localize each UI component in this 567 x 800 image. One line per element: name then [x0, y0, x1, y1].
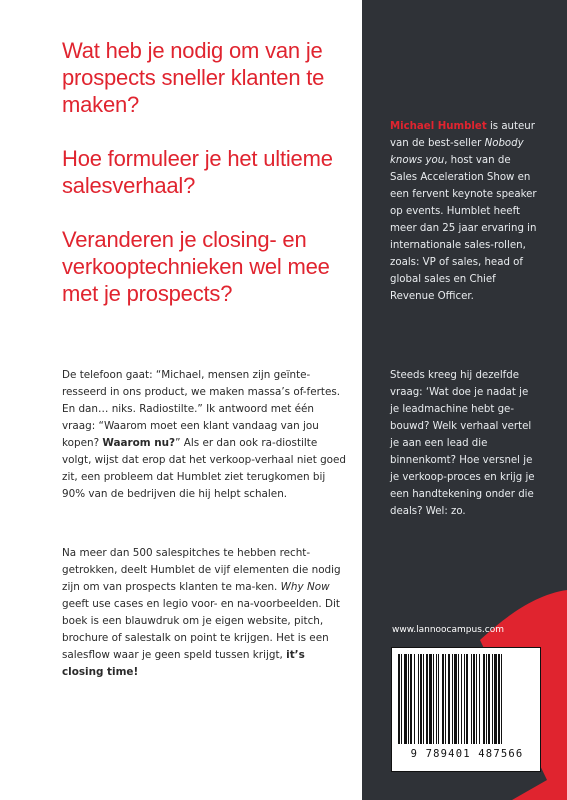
barcode-bar [458, 654, 459, 744]
question-1: Wat heb je nodig om van je prospects sneller klanten te maken? [62, 38, 325, 117]
right-column [362, 0, 567, 800]
barcode-bar [426, 654, 428, 744]
paragraph-2-text-a: Na meer dan 500 salespitches te hebben recht-getrokken, deelt Humblet de vijf elementen die nodig zijn om van prospects klanten te ma-ken. [62, 547, 341, 593]
barcode-bar [410, 654, 412, 744]
barcode-bar [418, 654, 419, 744]
barcode-bar [420, 654, 422, 744]
paragraph-1-bold: Waarom nu? [102, 437, 176, 449]
barcode-bar [488, 654, 490, 744]
barcode-bar [466, 654, 468, 744]
barcode-bar [401, 654, 402, 744]
author-quote: Steeds kreeg hij dezelfde vraag: ‘Wat doe je nadat je je leadmachine hebt ge-bouwd? Welk verhaal vertel je aan een lead die binnenkomt? Hoe versnel je je verkoop-proces en krijg je een handtekening onder die deals? Wel: zo. [390, 370, 535, 517]
barcode-bar [436, 654, 437, 744]
publisher-website: www.lannoocampus.com [392, 625, 504, 635]
author-bio [390, 118, 540, 305]
barcode [391, 647, 541, 772]
barcode-bar [483, 654, 485, 744]
author-bio-text-b: , host van de Sales Acceleration Show en een fervent keynote speaker op events. Humblet heeft meer dan 25 jaar ervaring in internationale sales-rollen, zoals: VP of sales, head of global sales en Chief Revenue Officer. [390, 155, 537, 302]
barcode-bar [501, 654, 502, 744]
barcode-bar [476, 654, 477, 744]
barcode-bar [429, 654, 432, 744]
barcode-bar [486, 654, 487, 744]
question-3: Veranderen je closing- en verkooptechnieken wel mee met je prospects? [62, 227, 330, 306]
barcode-bar [448, 654, 450, 744]
barcode-bars [396, 654, 538, 746]
barcode-bar [404, 654, 407, 744]
barcode-bar [464, 654, 465, 744]
barcode-bar [498, 654, 500, 744]
paragraph-1-text-b: ” Als er dan ook ra-diostilte volgt, wijst dat erop dat het verkoop-verhaal niet goed zit, een probleem dat Humblet ziet terugkomen bij 90% van de bedrijven die hij helpt schalen. [62, 437, 347, 500]
barcode-bar [398, 654, 400, 744]
barcode-bar [438, 654, 439, 744]
barcode-bar [423, 654, 424, 744]
barcode-bar [494, 654, 497, 744]
paragraph-2-bold: it’s closing time! [62, 649, 305, 678]
author-name: Michael Humblet [390, 121, 487, 132]
barcode-bar [454, 654, 457, 744]
paragraph-2-text-b: geeft use cases en legio voor- en na-voorbeelden. Dit boek is een blauwdruk om je eigen website, pitch, brochure of salestalk on point te krijgen. Het is een salesflow waar je geen speld tussen krijgt, [62, 598, 341, 661]
barcode-bar [461, 654, 462, 744]
author-bio-text-a: is auteur van de best-seller [390, 121, 535, 149]
author-bio-book-title: Nobody knows you [390, 138, 524, 166]
barcode-bar [414, 654, 415, 744]
question-2: Hoe formuleer je het ultieme salesverhaal? [62, 146, 333, 198]
barcode-bar [473, 654, 475, 744]
barcode-bar [433, 654, 434, 744]
paragraph-2-book-title: Why Now [280, 581, 330, 593]
isbn-number: 9 789401 487566 [410, 748, 524, 760]
barcode-bar [492, 654, 493, 744]
barcode-bar [408, 654, 409, 744]
barcode-bar [445, 654, 446, 744]
barcode-bar [471, 654, 472, 744]
paragraph-2 [62, 545, 348, 681]
barcode-bar [479, 654, 480, 744]
paragraph-1 [62, 367, 348, 503]
paragraph-1-text-a: De telefoon gaat: “Michael, mensen zijn geïnte-resseerd in ons product, we maken massa’s of-fertes. En dan… niks. Radiostilte.” Ik antwoord met één vraag: “Waarom moet een klant vandaag van jou kopen? [62, 369, 341, 449]
barcode-bar [442, 654, 444, 744]
barcode-bar [452, 654, 453, 744]
